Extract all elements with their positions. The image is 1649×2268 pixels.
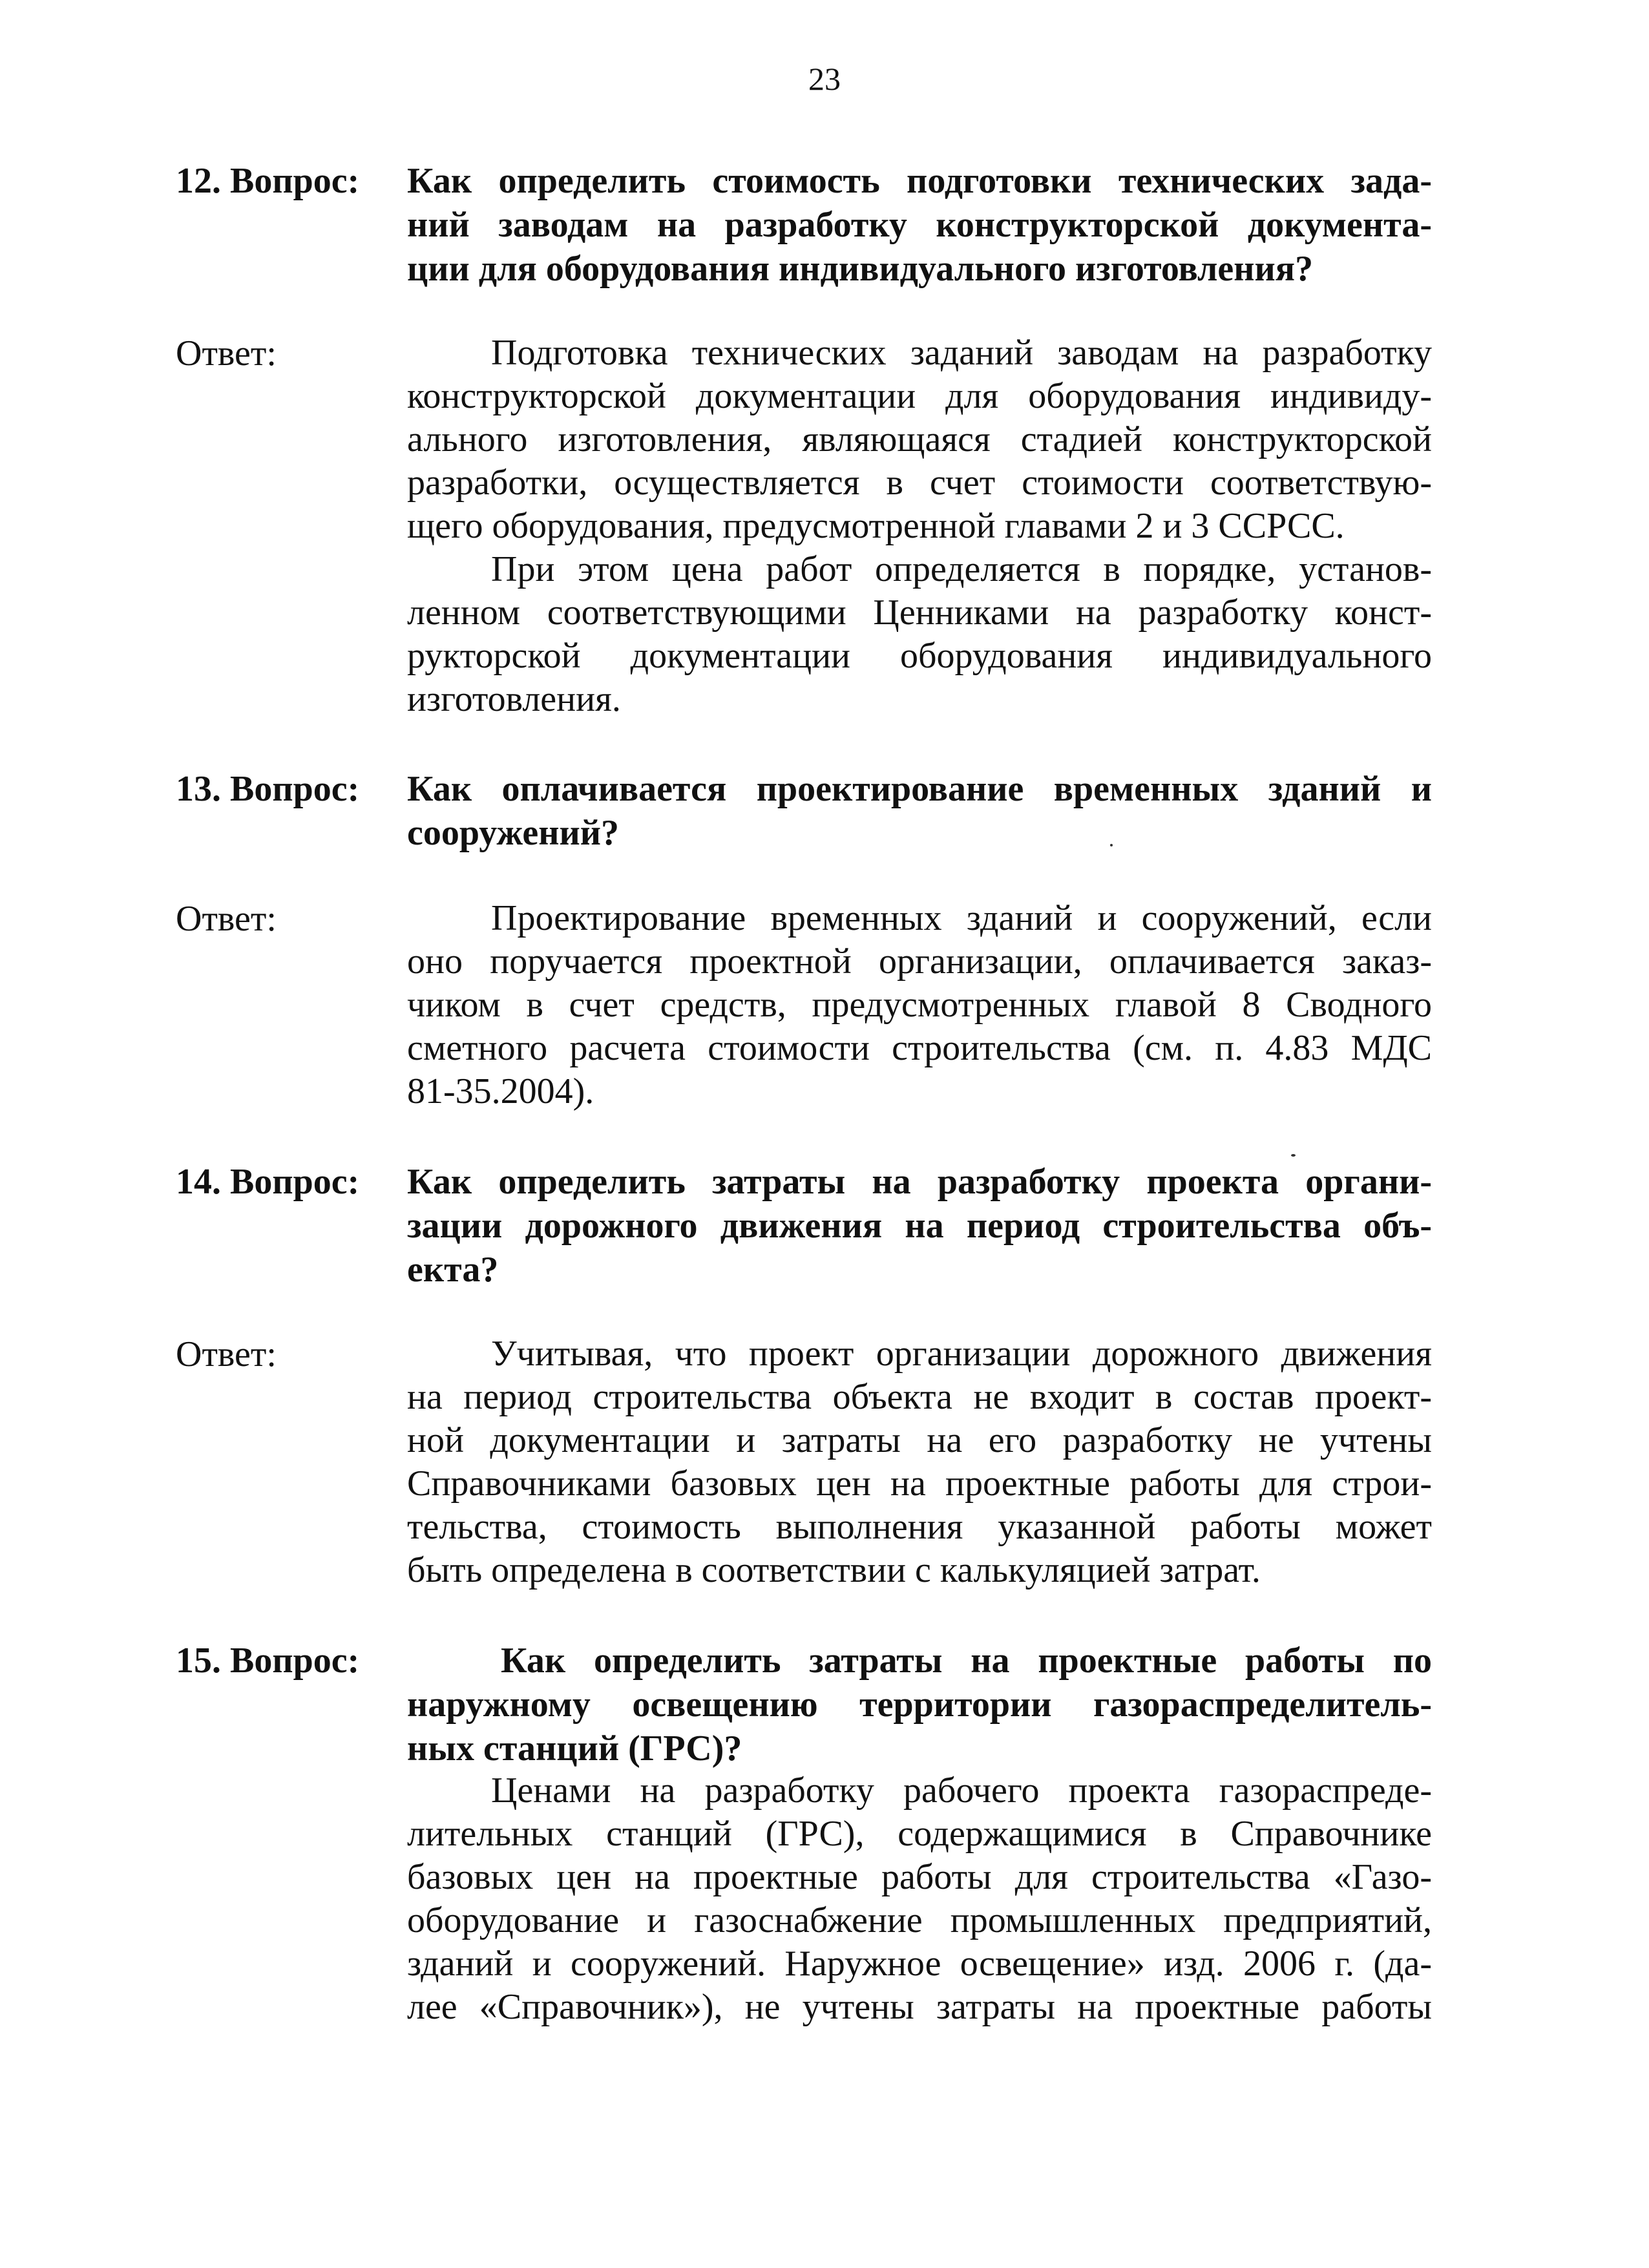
answer-line: 81-35.2004). [407, 1071, 594, 1111]
answer-line: рукторской документации оборудования индивидуального [407, 636, 1432, 676]
answer-text-13 [407, 897, 1432, 1113]
answer-line: быть определена в соответствии с калькуляцией затрат. [407, 1550, 1261, 1590]
question-line: ний заводам на разработку конструкторской документа- [407, 205, 1432, 245]
answer-line: на период строительства объекта не входит в состав проект- [407, 1377, 1432, 1417]
answer-line: чиком в счет средств, предусмотренных главой 8 Сводного [407, 985, 1432, 1025]
answer-line: оно поручается проектной организации, оплачивается заказ- [407, 941, 1432, 982]
answer-line: Проектирование временных зданий и сооружений, если [491, 898, 1432, 938]
answer-line: оборудование и газоснабжение промышленных предприятий, [407, 1900, 1432, 1940]
answer-line: тельства, стоимость выполнения указанной работы может [407, 1507, 1432, 1547]
question-text-13 [407, 767, 1432, 855]
answer-line: При этом цена работ определяется в порядке, установ- [491, 549, 1432, 589]
answer-text-15 [407, 1769, 1432, 2029]
answer-label-13: Ответ: [176, 899, 277, 939]
answer-line: ального изготовления, являющаяся стадией конструкторской [407, 419, 1432, 459]
question-label-15: 15. Вопрос: [176, 1641, 360, 1681]
answer-line: ной документации и затраты на его разработку не учтены [407, 1420, 1432, 1460]
question-line: сооружений? [407, 813, 620, 853]
question-line: ных станций (ГРС)? [407, 1728, 742, 1769]
answer-line: лее «Справочник»), не учтены затраты на проектные работы [407, 1987, 1432, 2027]
answer-text-14 [407, 1332, 1432, 1592]
page-number: 23 [808, 61, 841, 97]
answer-line: ленном соответствующими Ценниками на разработку конст- [407, 593, 1432, 633]
question-text-14 [407, 1160, 1432, 1292]
question-line: Как определить стоимость подготовки технических зада- [407, 161, 1432, 201]
question-line: Как определить затраты на проектные работы по [501, 1641, 1432, 1681]
question-line: ции для оборудования индивидуального изготовления? [407, 249, 1314, 289]
question-line: Как оплачивается проектирование временных зданий и [407, 769, 1432, 809]
answer-line: Ценами на разработку рабочего проекта газораспреде- [491, 1770, 1432, 1811]
question-line: наружному освещению территории газораспределитель- [407, 1685, 1432, 1725]
question-text-15 [407, 1639, 1432, 1770]
question-label-13: 13. Вопрос: [176, 769, 360, 809]
answer-label-14: Ответ: [176, 1334, 277, 1374]
question-line: екта? [407, 1250, 499, 1290]
answer-line: сметного расчета стоимости строительства (см. п. 4.83 МДС [407, 1028, 1432, 1068]
answer-line: конструкторской документации для оборудования индивиду- [407, 376, 1432, 416]
scan-speck [1291, 1154, 1296, 1157]
question-label-14: 14. Вопрос: [176, 1162, 360, 1202]
question-line: Как определить затраты на разработку проекта органи- [407, 1162, 1432, 1202]
answer-line: базовых цен на проектные работы для строительства «Газо- [407, 1857, 1432, 1897]
answer-line: зданий и сооружений. Наружное освещение» изд. 2006 г. (да- [407, 1944, 1432, 1984]
scan-speck [1110, 844, 1113, 846]
answer-line: Учитывая, что проект организации дорожного движения [491, 1334, 1432, 1374]
answer-label-12: Ответ: [176, 333, 277, 373]
answer-line: Справочниками базовых цен на проектные работы для строи- [407, 1464, 1432, 1504]
answer-line: Подготовка технических заданий заводам на разработку [491, 333, 1432, 373]
question-text-12 [407, 159, 1432, 291]
question-label-12: 12. Вопрос: [176, 161, 360, 201]
answer-text-12 [407, 331, 1432, 721]
answer-line: разработки, осуществляется в счет стоимости соответствую- [407, 463, 1432, 503]
answer-line: изготовления. [407, 679, 621, 719]
answer-line: лительных станций (ГРС), содержащимися в Справочнике [407, 1814, 1432, 1854]
answer-line: щего оборудования, предусмотренной главами 2 и 3 ССРСС. [407, 506, 1345, 546]
question-line: зации дорожного движения на период строительства объ- [407, 1206, 1432, 1246]
